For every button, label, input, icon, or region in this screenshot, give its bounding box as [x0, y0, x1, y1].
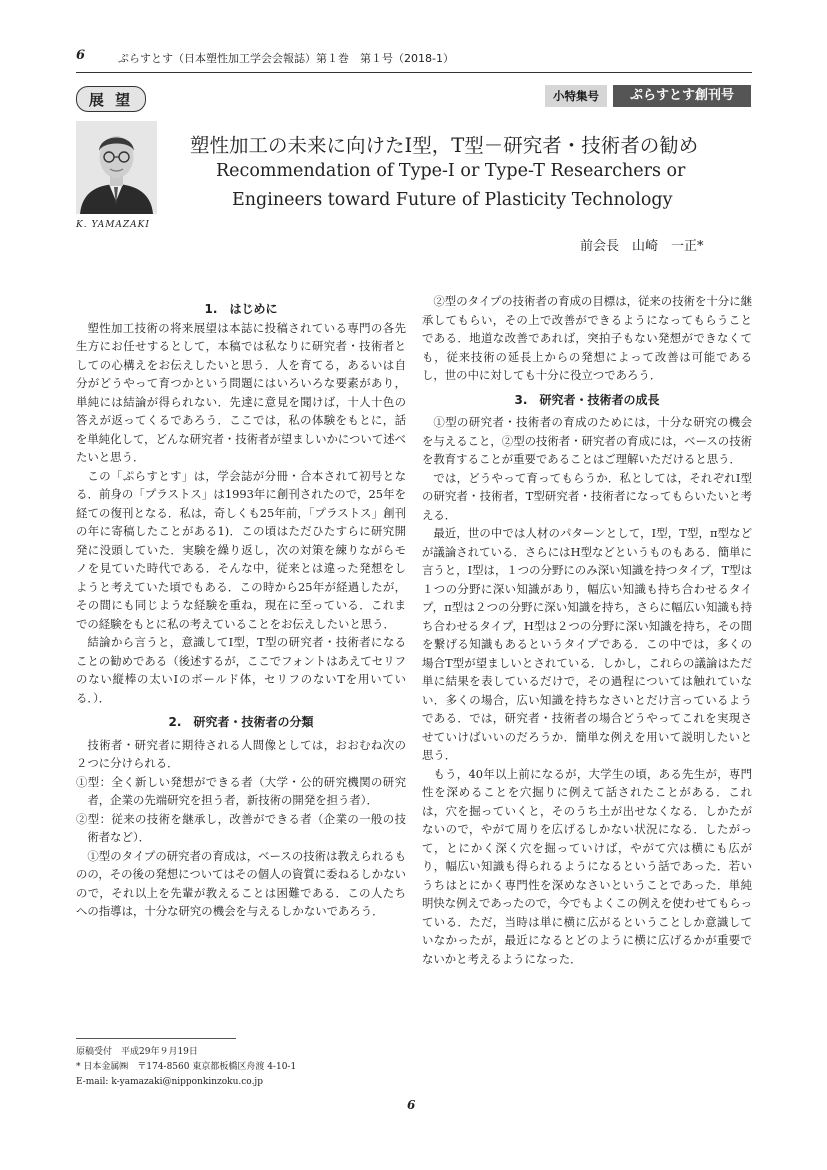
footnote-affiliation: * 日本金属㈱ 〒174-8560 東京都板橋区舟渡 4-10-1 — [76, 1062, 297, 1072]
footnotes — [76, 1045, 296, 1090]
title-english-line1: Recommendation of Type-I or Type-T Researchers or — [216, 161, 686, 181]
page-number: 6 — [407, 1098, 416, 1112]
list-item: ②型：従来の技術を継承し，改善ができる者（企業の一般の技術者など）． — [76, 811, 406, 844]
section-heading-1: 1. はじめに — [204, 302, 278, 316]
paragraph: 技術者・研究者に期待される人間像としては，おおむね次の２つに分けられる． — [76, 737, 406, 770]
footnote-rule — [76, 1038, 236, 1039]
paragraph: 塑性加工技術の将来展望は本誌に投稿されている専門の各先生方にお任せするとして，本稿では私なりに研究者・技術者としての心構えをお伝えしたいと思う．人を育てる，あるいは自分がどうやって育つかという問題にはいろいろな要素があり，単純には結論が得られない．先達に意見を聞けば，十人十色の答えが返ってくるであろう．ここでは，私の体験をもとに，話を単純化して，どんな研究者・技術者が望ましいかについて述べたいと思う． — [76, 320, 406, 464]
paragraph: 最近，世の中では人材のパターンとして，I型，T型，π型などが議論されている．さらにはH型などというものもある．簡単に言うと，I型は，１つの分野にのみ深い知識を持つタイプ，T型は１つの分野に深い知識があり，幅広い知識も持ち合わせるタイプ，π型は２つの分野に深い知識を持ち，さらに幅広い知識も持ち合わせるタイプ，H型は２つの分野に深い知識を持ち，その間を繋げる知識もあるというタイプである．この中では，多くの場合T型が望ましいとされている．しかし，これらの議論はただ単に結果を表しているだけで，その過程については触れていない．多くの場合，広い知識を持ちなさいとだけ言っているようである．では，研究者・技術者の場合どうやってこれを実現させていけばいいのだろうか．簡単な例えを用いて説明したいと思う． — [422, 526, 752, 762]
list-item: ①型：全く新しい発想ができる者（大学・公的研究機関の研究者，企業の先端研究を担う者，新技術の開発を担う者）． — [76, 774, 406, 807]
section-badge: 展 望 — [76, 86, 146, 112]
tokushu-label: 小特集号 — [545, 85, 607, 107]
paragraph: この「ぷらすとす」は，学会誌が分冊・合本されて初号となる．前身の「プラストス」は1993年に創刊されたので，25年を経ての復刊となる．私は，奇しくも25年前，「プラストス」創刊の年に寄稿したことがある1)．この頃はただひたすらに研究開発に没頭していた．実験を繰り返し，次の対策を練りながらモノを見ていた時代である．そんな中，従来とは違った発想をしようと考えていた頃でもある．この時から25年が経過したが，その間にも同じような経験を重ね，現在に至っている．これまでの経験をもとに私の考えていることをお伝えしたいと思う． — [76, 468, 406, 631]
header-page-number: 6 — [76, 48, 86, 63]
column-left — [76, 300, 406, 921]
paragraph: ①型のタイプの研究者の育成は，ベースの技術は教えられるものの，その後の発想についてはその個人の資質に委ねるしかないので，それ以上を先輩が教えることは困難である．この人たちへの指導は，十分な研究の機会を与えるしかないであろう． — [76, 848, 406, 918]
column-right — [422, 292, 752, 968]
paragraph: ②型のタイプの技術者の育成の目標は，従来の技術を十分に継承してもらい，その上で改善ができるようになってもらうことである．地道な改善であれば，突拍子もない発想ができなくても，従来技術の延長上からの発想によって改善は可能であるし，世の中に対しても十分に役立つであろう． — [422, 294, 752, 382]
photo-caption: K. YAMAZAKI — [76, 220, 150, 230]
paragraph: もう，40年以上前になるが，大学生の頃，ある先生が，専門性を深めることを穴掘りに例えて話されたことがある．これは，穴を掘っていくと，そのうち土が出せなくなる．しかたがないので，やがて周りを広げるしかない状況になる．したがって，とにかく深く穴を掘っていけば，やがて穴は横にも広がり，幅広い知識も得られるようになるという話であった．若いうちはとにかく専門性を深めなさいということであった．単純明快な例えであったので，今でもよくこの例えを使わせてもらっている．ただ，当時は単に横に広がるということしか意識していなかったが，最近になるとどのように横に広げるかが重要でないかと考えるようになった． — [422, 766, 752, 966]
footnote-email: E-mail: k-yamazaki@nipponkinzoku.co.jp — [76, 1077, 263, 1087]
header-journal: ぷらすとす（日本塑性加工学会会報誌）第１巻 第１号（2018-1） — [118, 52, 454, 65]
footnote-received: 原稿受付 平成29年９月19日 — [76, 1047, 198, 1057]
section-heading-2: 2. 研究者・技術者の分類 — [168, 715, 314, 729]
author-photo — [76, 121, 157, 214]
paragraph: 結論から言うと，意識してI型，T型の研究者・技術者になることの勧めである（後述するが，ここでフォントはあえてセリフのない縦棒の太いIのボールド体，セリフのないTを用いている．）． — [76, 635, 406, 705]
tokushu-title: ぷらすとす創刊号 — [613, 85, 751, 107]
paragraph: では，どうやって育ってもらうか．私としては，それぞれI型の研究者・技術者，T型研究者・技術者になってもらいたいと考える． — [422, 470, 752, 522]
header-rule — [76, 72, 752, 73]
title-japanese: 塑性加工の未来に向けたI型，T型－研究者・技術者の勧め — [190, 134, 699, 157]
paragraph: ①型の研究者・技術者の育成のためには，十分な研究の機会を与えること，②型の技術者・研究者の育成には，ベースの技術を教育することが重要であることはご理解いただけると思う． — [422, 415, 752, 466]
author-name: 前会長 山崎 一正* — [580, 239, 704, 254]
title-english-line2: Engineers toward Future of Plasticity Technology — [232, 190, 673, 210]
section-heading-3: 3. 研究者・技術者の成長 — [514, 392, 660, 407]
